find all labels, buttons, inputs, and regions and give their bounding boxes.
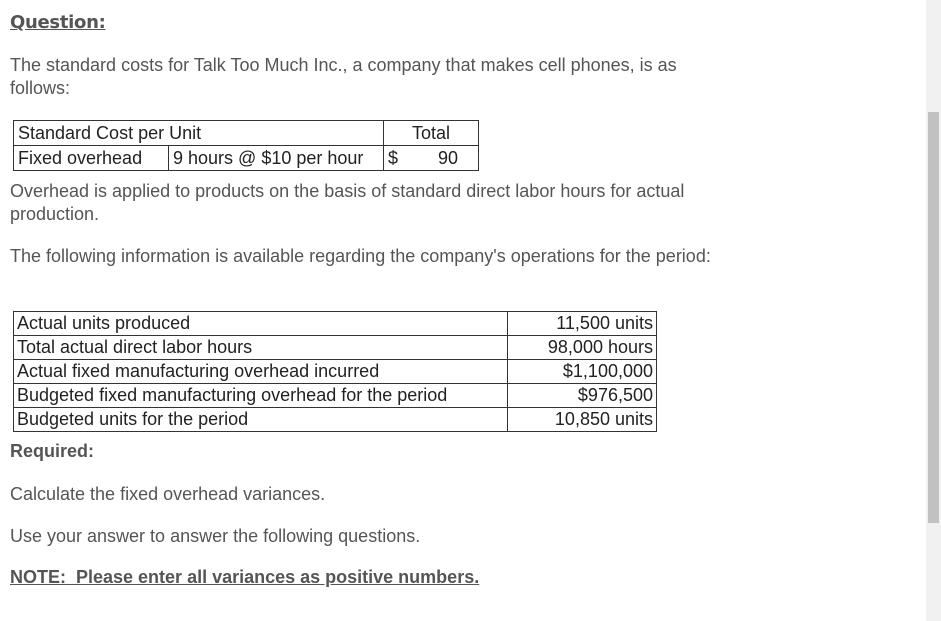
operations-table bbox=[13, 311, 657, 432]
scrollbar-thumb[interactable] bbox=[928, 112, 939, 523]
table-row bbox=[14, 384, 657, 408]
standard-cost-table bbox=[13, 120, 479, 171]
fixed-overhead-rate: 9 hours @ $10 per hour bbox=[169, 146, 384, 171]
table-row bbox=[14, 312, 657, 336]
fixed-overhead-total bbox=[384, 146, 479, 171]
table-row bbox=[14, 146, 479, 171]
note-text: NOTE: Please enter all variances as positive numbers. bbox=[10, 567, 480, 587]
question-heading: Question: bbox=[10, 12, 106, 33]
row-value: 10,850 units bbox=[508, 408, 657, 432]
instruction-answer: Use your answer to answer the following questions. bbox=[10, 526, 421, 546]
fixed-overhead-amount: 90 bbox=[437, 148, 458, 168]
row-value: $1,100,000 bbox=[508, 360, 657, 384]
row-value: 98,000 hours bbox=[508, 336, 657, 360]
currency-symbol: $ bbox=[388, 148, 399, 168]
table-row bbox=[14, 121, 479, 146]
table-row bbox=[14, 408, 657, 432]
standard-cost-header: Standard Cost per Unit bbox=[14, 121, 384, 146]
fixed-overhead-label: Fixed overhead bbox=[14, 146, 169, 171]
row-label: Budgeted fixed manufacturing overhead for the period bbox=[14, 384, 508, 408]
required-label: Required: bbox=[10, 441, 95, 461]
row-value: $976,500 bbox=[508, 384, 657, 408]
table-row bbox=[14, 360, 657, 384]
row-value: 11,500 units bbox=[508, 312, 657, 336]
instruction-calculate: Calculate the fixed overhead variances. bbox=[10, 484, 326, 504]
row-label: Actual units produced bbox=[14, 312, 508, 336]
vertical-scrollbar[interactable] bbox=[926, 0, 941, 621]
row-label: Actual fixed manufacturing overhead incurred bbox=[14, 360, 508, 384]
overhead-note-text: Overhead is applied to products on the basis of standard direct labor hours for actual production. bbox=[10, 181, 685, 224]
table-row bbox=[14, 336, 657, 360]
info-intro-text: The following information is available regarding the company's operations for the period: bbox=[10, 246, 711, 266]
total-header: Total bbox=[384, 121, 479, 146]
intro-text: The standard costs for Talk Too Much Inc., a company that makes cell phones, is as follows: bbox=[10, 55, 677, 98]
row-label: Budgeted units for the period bbox=[14, 408, 508, 432]
row-label: Total actual direct labor hours bbox=[14, 336, 508, 360]
